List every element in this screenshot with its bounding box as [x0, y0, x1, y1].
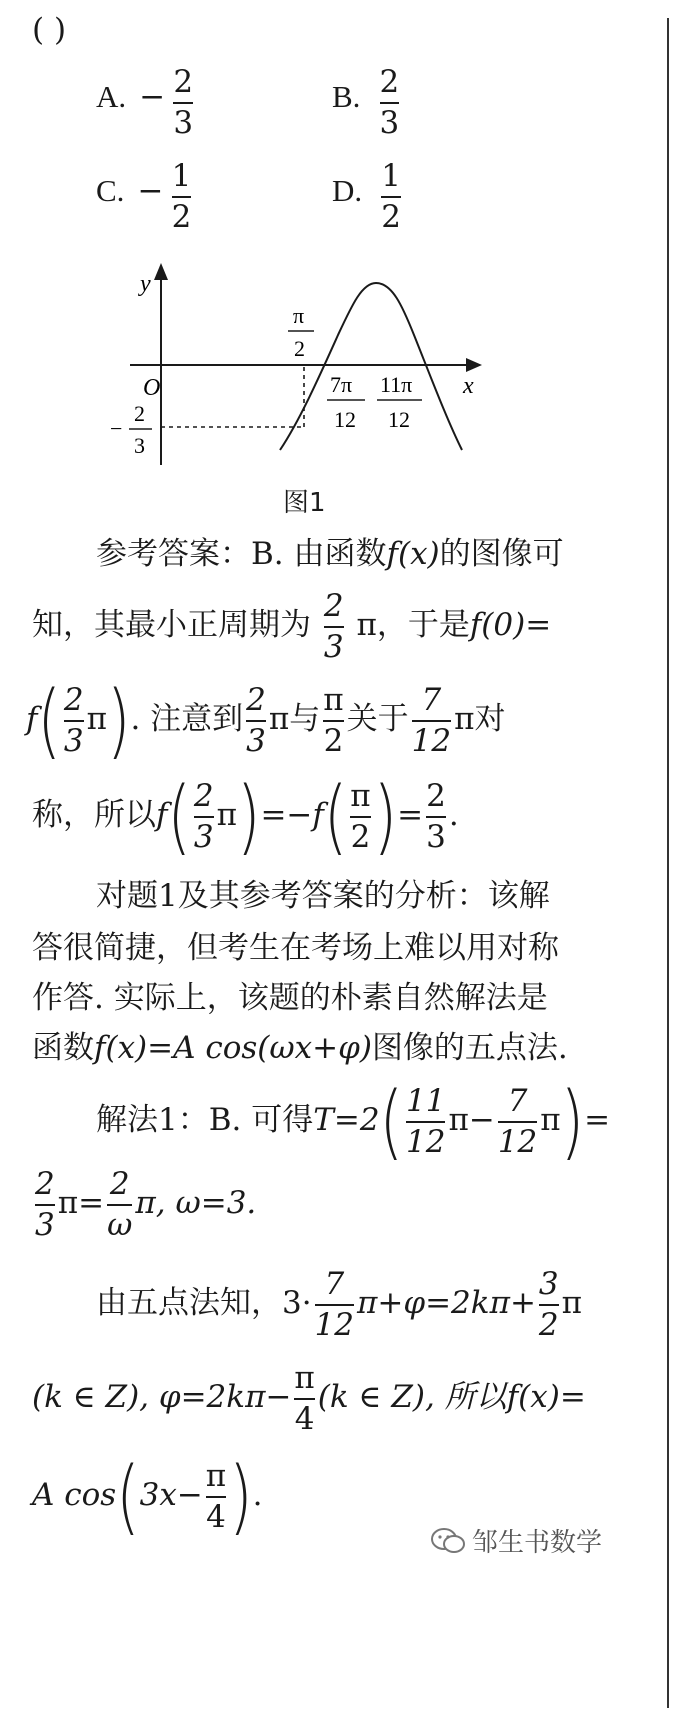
watermark-text: 邹生书数学 — [472, 1528, 603, 1558]
y-axis-label: y — [140, 271, 151, 297]
watermark — [430, 1522, 602, 1559]
figure-caption: 图1 — [283, 488, 326, 518]
option-b-fraction: $\frac{2}{3}$ — [379, 64, 400, 141]
tick-11pi-den: 12 — [388, 407, 410, 432]
option-a[interactable]: A. − $\frac{2}{3}$ — [96, 64, 194, 141]
pi-half-den: 2 — [294, 336, 305, 361]
x-axis-label: x — [463, 373, 474, 399]
analysis-line-2: 答很简捷，但考生在考场上难以用对称 — [32, 930, 559, 966]
answer-line-4: 称，所以f( $\frac{2}{3}$ π)=−f( $\frac{\pi}{2}$ )= $\frac{2}{3}$ . — [32, 769, 459, 864]
y-axis-arrow — [154, 263, 168, 280]
analysis-line-1: 对题1及其参考答案的分析：该解 — [96, 878, 550, 914]
option-c[interactable]: C. − $\frac{1}{2}$ — [96, 158, 192, 235]
analysis-line-3: 作答. 实际上，该题的朴素自然解法是 — [32, 980, 548, 1016]
option-a-fraction: $\frac{2}{3}$ — [173, 64, 194, 141]
solution-line-1: 解法1：B. 可得T=2( $\frac{11}{12}$ π− $\frac{7}{12}$ π)= — [96, 1074, 611, 1169]
option-b[interactable]: B. $\frac{2}{3}$ — [332, 64, 400, 141]
ylevel-sign: − — [110, 416, 123, 441]
option-d-fraction: $\frac{1}{2}$ — [381, 158, 401, 235]
pi-half-num: π — [293, 303, 305, 328]
option-d[interactable]: D. $\frac{1}{2}$ — [332, 158, 401, 235]
ylevel-den: 3 — [134, 433, 145, 458]
tick-7pi-den: 12 — [334, 407, 356, 432]
answer-line-3: f( $\frac{2}{3}$ π). 注意到 $\frac{2}{3}$ π与 $\frac{\pi}{2}$ 关于 $\frac{7}{12}$ π对 — [26, 673, 506, 768]
origin-label: O — [143, 375, 161, 401]
ylevel-num: 2 — [134, 401, 145, 426]
solution-line-4: (k ∈ Z), φ=2kπ− $\frac{\pi}{4}$ (k ∈ Z), 所以f(x)= — [32, 1360, 586, 1437]
sine-curve — [280, 283, 462, 450]
wechat-icon — [430, 1527, 466, 1555]
solution-line-5: A cos(3x− $\frac{\pi}{4}$ ). — [32, 1449, 263, 1544]
answer-blank: ( ) — [32, 12, 67, 48]
option-c-fraction: $\frac{1}{2}$ — [171, 158, 192, 235]
tick-11pi-num: 11π — [380, 372, 413, 397]
x-axis-arrow — [466, 358, 482, 372]
tick-7pi-num: 7π — [330, 372, 353, 397]
answer-line-1: 参考答案：B. 由函数f(x)的图像可 — [96, 536, 564, 572]
solution-line-2: $\frac{2}{3}$ π= $\frac{2}{\omega}$ π, ω=3. — [35, 1166, 257, 1243]
analysis-line-4: 函数f(x)=A cos(ωx+φ)图像的五点法. — [32, 1030, 568, 1066]
function-graph-figure — [0, 255, 679, 475]
answer-line-2: 知，其最小正周期为 $\frac{2}{3}$ π，于是f(0)= — [32, 588, 552, 665]
solution-line-3: 由五点法知，3· $\frac{7}{12}$ π+φ=2kπ+ $\frac{3}{2}$ π — [96, 1266, 583, 1343]
